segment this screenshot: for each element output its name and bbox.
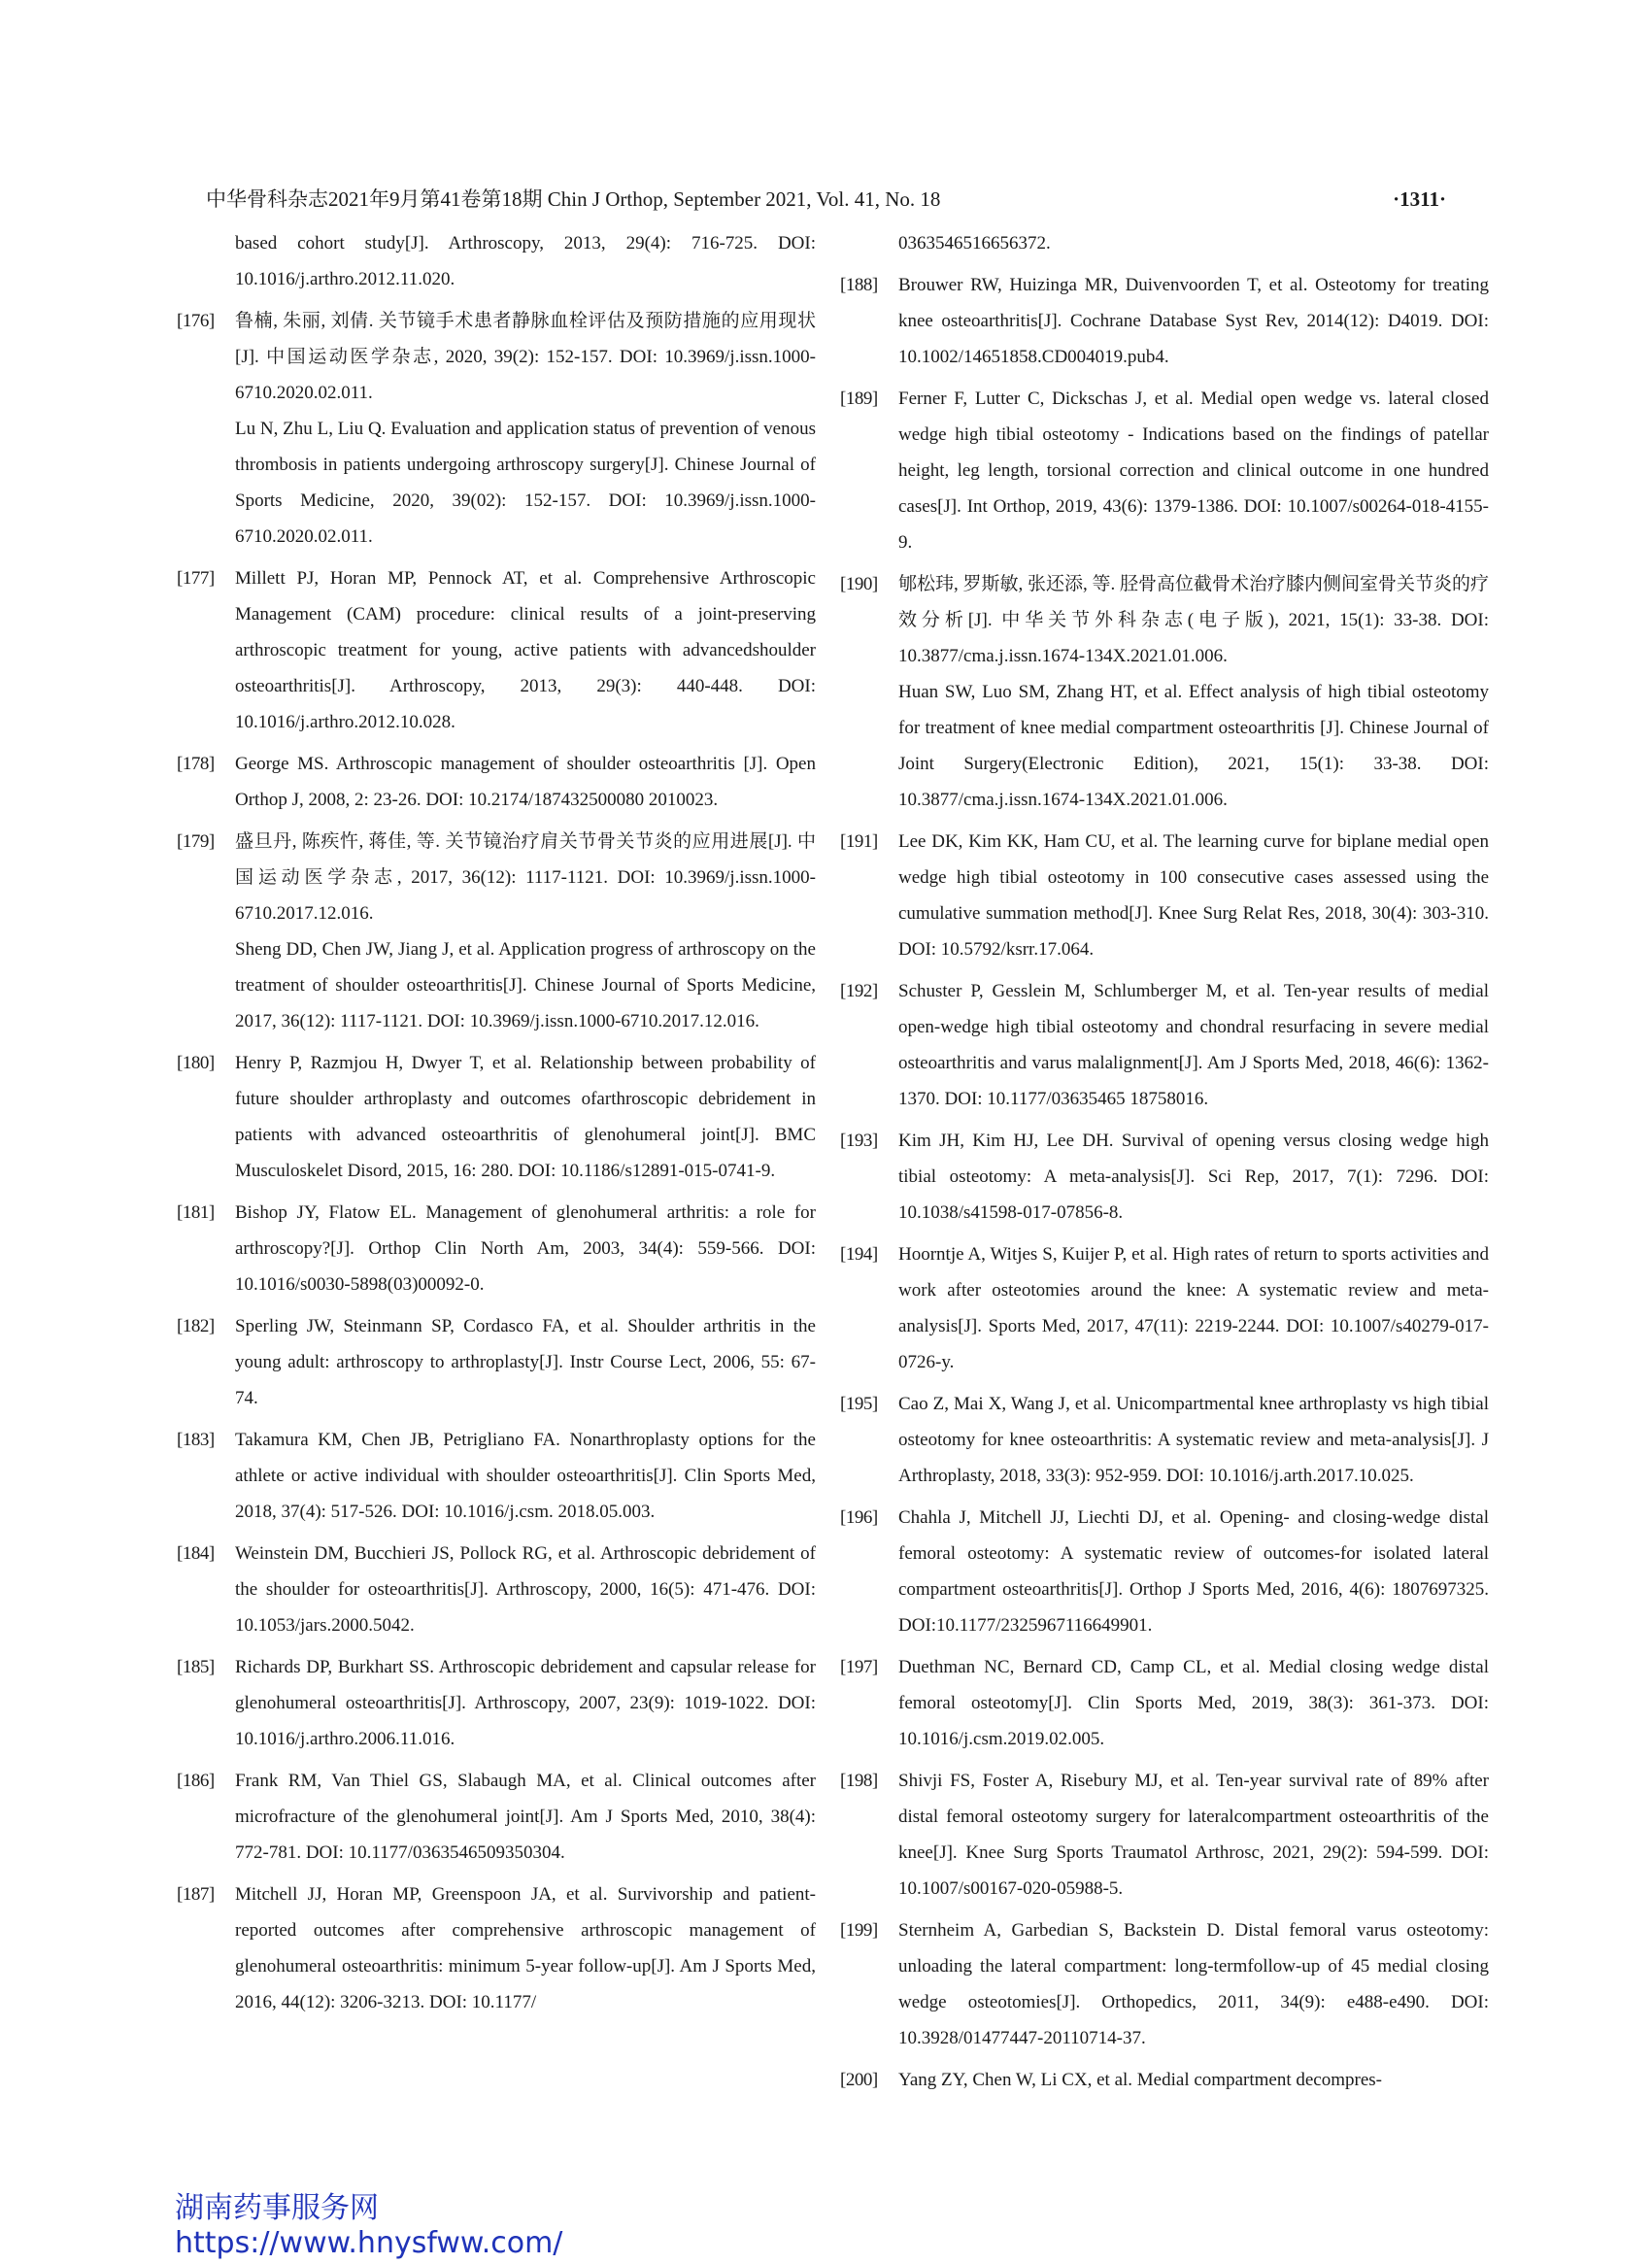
reference-number: [192] — [840, 981, 878, 1001]
reference-text: Takamura KM, Chen JB, Petrigliano FA. Nonarthroplasty options for the athlete or active individual with shoulder osteoarthritis[J]. Clin Sports Med, 2018, 37(4): 517-526. DOI: 10.1016/j.csm. 2018.05.003. — [235, 1430, 816, 1522]
reference-translation: Huan SW, Luo SM, Zhang HT, et al. Effect analysis of high tibial osteotomy for treatment of knee medial compartment osteoarthritis [J]. Chinese Journal of Joint Surgery(Electronic Edition), 2021, 15(1): 33-38. DOI: 10.3877/cma.j.issn.1674-134X.2021.01.006. — [898, 682, 1489, 810]
reference-number: [199] — [840, 1920, 878, 1941]
reference-text: Weinstein DM, Bucchieri JS, Pollock RG, et al. Arthroscopic debridement of the shoulder for osteoarthritis[J]. Arthroscopy, 2000, 16(5): 471-476. DOI: 10.1053/jars.2000.5042. — [235, 1543, 816, 1636]
reference-text: Mitchell JJ, Horan MP, Greenspoon JA, et al. Survivorship and patient-reported outcomes after comprehensive arthroscopic management of glenohumeral osteoarthritis: minimum 5-year follow-up[J]. Am J Sports Med, 2016, 44(12): 3206-3213. DOI: 10.1177/ — [235, 1884, 816, 2012]
reference-column-right — [840, 225, 1490, 2104]
reference-number: [196] — [840, 1507, 878, 1528]
reference-number: [193] — [840, 1131, 878, 1151]
reference-entry — [840, 2062, 1489, 2098]
reference-number: [182] — [177, 1316, 215, 1336]
reference-text: 0363546516656372. — [898, 233, 1051, 253]
reference-entry — [840, 1763, 1489, 1907]
reference-text: Sperling JW, Steinmann SP, Cordasco FA, et al. Shoulder arthritis in the young adult: arthroscopy to arthroplasty[J]. Instr Course Lect, 2006, 55: 67-74. — [235, 1316, 816, 1408]
site-watermark — [175, 2191, 562, 2261]
page-number: ·1311· — [1393, 187, 1446, 211]
reference-number: [180] — [177, 1053, 215, 1073]
reference-entry — [840, 267, 1489, 375]
reference-number: [189] — [840, 389, 878, 409]
reference-entry — [177, 1195, 816, 1302]
reference-text: Schuster P, Gesslein M, Schlumberger M, et al. Ten-year results of medial open-wedge high tibial osteotomy and chondral resurfacing in severe medial osteoarthritis and varus malalignment[J]. Am J Sports Med, 2018, 46(6): 1362-1370. DOI: 10.1177/03635465 18758016. — [898, 981, 1489, 1109]
reference-number: [194] — [840, 1244, 878, 1265]
reference-text: Ferner F, Lutter C, Dickschas J, et al. Medial open wedge vs. lateral closed wedge high tibial osteotomy - Indications based on the findings of patellar height, leg length, torsional correction and clinical outcome in one hundred cases[J]. Int Orthop, 2019, 43(6): 1379-1386. DOI: 10.1007/s00264-018-4155-9. — [898, 389, 1489, 553]
reference-number: [195] — [840, 1394, 878, 1414]
reference-entry — [177, 1649, 816, 1757]
reference-text: Frank RM, Van Thiel GS, Slabaugh MA, et al. Clinical outcomes after microfracture of the glenohumeral joint[J]. Am J Sports Med, 2010, 38(4): 772-781. DOI: 10.1177/0363546509350304. — [235, 1771, 816, 1863]
reference-text: George MS. Arthroscopic management of shoulder osteoarthritis [J]. Open Orthop J, 2008, 2: 23-26. DOI: 10.2174/187432500080 2010023. — [235, 754, 816, 810]
watermark-url-link[interactable]: https://www.hnysfww.com/ — [175, 2226, 563, 2260]
reference-entry — [840, 824, 1489, 967]
reference-text: Hoorntje A, Witjes S, Kuijer P, et al. High rates of return to sports activities and work after osteotomies around the knee: A systematic review and meta-analysis[J]. Sports Med, 2017, 47(11): 2219-2244. DOI: 10.1007/s40279-017-0726-y. — [898, 1244, 1489, 1372]
reference-number: [190] — [840, 574, 878, 594]
running-header — [206, 185, 1446, 214]
reference-text: 鲁楠, 朱丽, 刘倩. 关节镜手术患者静脉血栓评估及预防措施的应用现状[J]. 中国运动医学杂志, 2020, 39(2): 152-157. DOI: 10.3969/j.issn.1000-6710.2020.02.011. — [235, 311, 816, 403]
reference-entry — [177, 1536, 816, 1643]
reference-translation: Lu N, Zhu L, Liu Q. Evaluation and application status of prevention of venous thrombosis in patients undergoing arthroscopy surgery[J]. Chinese Journal of Sports Medicine, 2020, 39(02): 152-157. DOI: 10.3969/j.issn.1000-6710.2020.02.011. — [235, 419, 816, 547]
reference-text: based cohort study[J]. Arthroscopy, 2013, 29(4): 716-725. DOI: 10.1016/j.arthro.2012.11.020. — [235, 233, 816, 289]
reference-entry — [206, 225, 816, 297]
reference-text: Henry P, Razmjou H, Dwyer T, et al. Relationship between probability of future shoulder arthroplasty and outcomes ofarthroscopic debridement in patients with advanced osteoarthritis of glenohumeral joint[J]. BMC Musculoskelet Disord, 2015, 16: 280. DOI: 10.1186/s12891-015-0741-9. — [235, 1053, 816, 1181]
reference-entry — [177, 560, 816, 740]
reference-number: [178] — [177, 754, 215, 774]
reference-entry — [840, 1236, 1489, 1380]
reference-entry — [177, 1763, 816, 1871]
reference-number: [185] — [177, 1657, 215, 1677]
reference-number: [181] — [177, 1202, 215, 1223]
reference-text: Cao Z, Mai X, Wang J, et al. Unicompartmental knee arthroplasty vs high tibial osteotomy for knee osteoarthritis: A systematic review and meta-analysis[J]. J Arthroplasty, 2018, 33(3): 952-959. DOI: 10.1016/j.arth.2017.10.025. — [898, 1394, 1489, 1486]
reference-number: [187] — [177, 1884, 215, 1905]
reference-number: [191] — [840, 831, 878, 852]
reference-text: Duethman NC, Bernard CD, Camp CL, et al. Medial closing wedge distal femoral osteotomy[J]. Clin Sports Med, 2019, 38(3): 361-373. DOI: 10.1016/j.csm.2019.02.005. — [898, 1657, 1489, 1749]
reference-text: Richards DP, Burkhart SS. Arthroscopic debridement and capsular release for glenohumeral osteoarthritis[J]. Arthroscopy, 2007, 23(9): 1019-1022. DOI: 10.1016/j.arthro.2006.11.016. — [235, 1657, 816, 1749]
reference-entry — [840, 1500, 1489, 1643]
reference-entry — [869, 225, 1489, 261]
reference-number: [177] — [177, 568, 215, 589]
reference-number: [198] — [840, 1771, 878, 1791]
reference-number: [186] — [177, 1771, 215, 1791]
reference-text: Chahla J, Mitchell JJ, Liechti DJ, et al. Opening- and closing-wedge distal femoral osteotomy: A systematic review of outcomes-for isolated lateral compartment osteoarthritis[J]. Orthop J Sports Med, 2016, 4(6): 1807697325. DOI:10.1177/2325967116649901. — [898, 1507, 1489, 1636]
reference-column-left — [177, 225, 816, 2026]
reference-number: [184] — [177, 1543, 215, 1564]
reference-entry — [840, 1912, 1489, 2056]
reference-text: Brouwer RW, Huizinga MR, Duivenvoorden T, et al. Osteotomy for treating knee osteoarthritis[J]. Cochrane Database Syst Rev, 2014(12): D4019. DOI: 10.1002/14651858.CD004019.pub4. — [898, 275, 1489, 367]
reference-number: [183] — [177, 1430, 215, 1450]
reference-entry — [177, 1045, 816, 1189]
reference-entry — [177, 824, 816, 1039]
reference-entry — [840, 381, 1489, 560]
reference-entry — [177, 746, 816, 818]
reference-number: [197] — [840, 1657, 878, 1677]
reference-entry — [177, 1422, 816, 1530]
reference-entry — [840, 973, 1489, 1117]
reference-text: Lee DK, Kim KK, Ham CU, et al. The learning curve for biplane medial open wedge high tibial osteotomy in 100 consecutive cases assessed using the cumulative summation method[J]. Knee Surg Relat Res, 2018, 30(4): 303-310. DOI: 10.5792/ksrr.17.064. — [898, 831, 1489, 960]
reference-text: Millett PJ, Horan MP, Pennock AT, et al. Comprehensive Arthroscopic Management (CAM) procedure: clinical results of a joint-preserving arthroscopic treatment for young, active patients with advancedshoulder osteoarthritis[J]. Arthroscopy, 2013, 29(3): 440-448. DOI: 10.1016/j.arthro.2012.10.028. — [235, 568, 816, 732]
reference-entry — [177, 1876, 816, 2020]
journal-citation: 中华骨科杂志2021年9月第41卷第18期 Chin J Orthop, September 2021, Vol. 41, No. 18 — [206, 187, 941, 211]
reference-text: Shivji FS, Foster A, Risebury MJ, et al. Ten-year survival rate of 89% after distal femoral osteotomy surgery for lateralcompartment osteoarthritis of the knee[J]. Knee Surg Sports Traumatol Arthrosc, 2021, 29(2): 594-599. DOI: 10.1007/s00167-020-05988-5. — [898, 1771, 1489, 1899]
reference-number: [179] — [177, 831, 215, 852]
reference-entry — [177, 1308, 816, 1416]
reference-number: [176] — [177, 311, 215, 331]
reference-entry — [840, 566, 1490, 818]
reference-text: Sternheim A, Garbedian S, Backstein D. Distal femoral varus osteotomy: unloading the lateral compartment: long-termfollow-up of 45 medial closing wedge osteotomies[J]. Orthopedics, 2011, 34(9): e488-e490. DOI: 10.3928/01477447-20110714-37. — [898, 1920, 1489, 2048]
watermark-site-name: 湖南药事服务网 — [175, 2191, 379, 2225]
reference-number: [188] — [840, 275, 878, 295]
reference-text: 盛旦丹, 陈疾忤, 蒋佳, 等. 关节镜治疗肩关节骨关节炎的应用进展[J]. 中国运动医学杂志, 2017, 36(12): 1117-1121. DOI: 10.3969/j.issn.1000-6710.2017.12.016. — [235, 831, 816, 924]
reference-entry — [840, 1386, 1489, 1494]
reference-text: Kim JH, Kim HJ, Lee DH. Survival of opening versus closing wedge high tibial osteotomy: A meta-analysis[J]. Sci Rep, 2017, 7(1): 7296. DOI: 10.1038/s41598-017-07856-8. — [898, 1131, 1489, 1223]
reference-translation: Sheng DD, Chen JW, Jiang J, et al. Application progress of arthroscopy on the treatment of shoulder osteoarthritis[J]. Chinese Journal of Sports Medicine, 2017, 36(12): 1117-1121. DOI: 10.3969/j.issn.1000-6710.2017.12.016. — [235, 939, 816, 1031]
reference-entry — [840, 1123, 1489, 1231]
reference-text: 郇松玮, 罗斯敏, 张还添, 等. 胫骨高位截骨术治疗膝内侧间室骨关节炎的疗效分析[J]. 中华关节外科杂志(电子版), 2021, 15(1): 33-38. DOI: 10.3877/cma.j.issn.1674-134X.2021.01.006. — [898, 574, 1490, 666]
reference-text: Bishop JY, Flatow EL. Management of glenohumeral arthritis: a role for arthroscopy?[J]. Orthop Clin North Am, 2003, 34(4): 559-566. DOI: 10.1016/s0030-5898(03)00092-0. — [235, 1202, 816, 1295]
reference-entry — [840, 1649, 1489, 1757]
reference-number: [200] — [840, 2070, 878, 2090]
reference-text: Yang ZY, Chen W, Li CX, et al. Medial compartment decompres- — [898, 2070, 1382, 2090]
reference-entry — [177, 303, 816, 555]
